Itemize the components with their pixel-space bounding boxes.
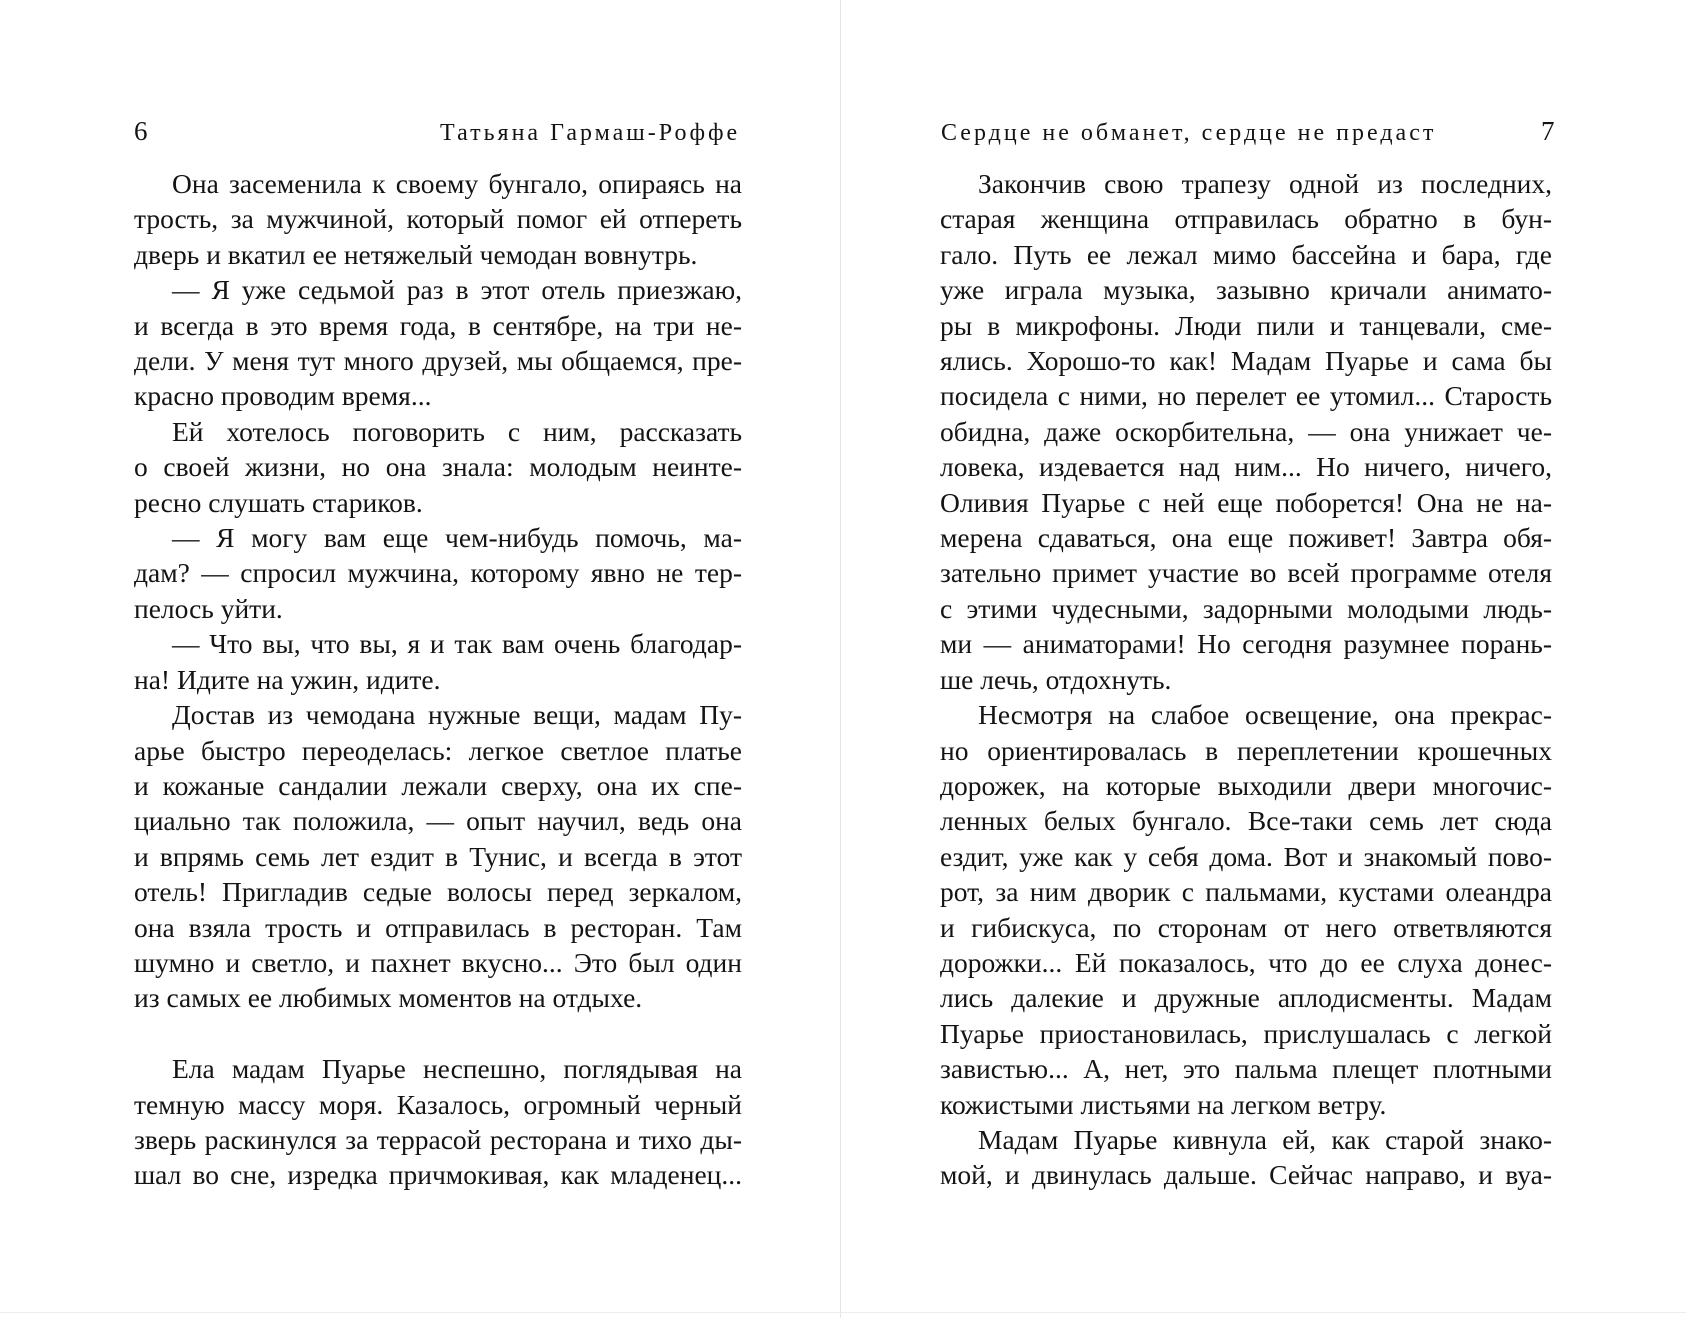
text-line: арье быстро переоделась: легкое светлое платье [134, 734, 742, 766]
text-line: из самых ее любимых моментов на отдыхе. [134, 982, 643, 1014]
text-line: красно проводим время... [134, 380, 432, 412]
text-line: дверь и вкатил ее нетяжелый чемодан вовнутрь. [134, 238, 698, 270]
text-line: ры в микрофоны. Люди пили и танцевали, сме- [940, 309, 1552, 341]
text-line: ше лечь, отдохнуть. [940, 663, 1172, 695]
text-line: зательно примет участие во всей программе отеля [940, 557, 1552, 589]
text-line: ленных белых бунгало. Все-таки семь лет сюда [940, 805, 1552, 837]
text-line: с этими чудесными, задорными молодыми людь- [940, 592, 1552, 624]
text-line: на! Идите на ужин, идите. [134, 663, 441, 695]
text-line: Мадам Пуарье кивнула ей, как старой знако- [978, 1123, 1552, 1155]
text-line: — Что вы, что вы, я и так вам очень благодар- [172, 628, 742, 660]
text-line: рот, за ним дворик с пальмами, кустами олеандра [940, 876, 1552, 908]
text-line: Достав из чемодана нужные вещи, мадам Пу- [172, 699, 742, 731]
text-line: о своей жизни, но она знала: молодым неинте- [134, 451, 742, 483]
text-line: — Я уже седьмой раз в этот отель приезжаю, [172, 274, 742, 306]
scan-bottom-edge [0, 1312, 1686, 1313]
right-page-number: 7 [1541, 116, 1555, 146]
text-line: она взяла трость и отправилась в ресторан. Там [134, 911, 742, 943]
text-line: ялись. Хорошо-то как! Мадам Пуарье и сама бы [940, 345, 1552, 377]
text-line: завистью... А, нет, это пальма плещет плотными [940, 1053, 1552, 1085]
text-line: ловека, издевается над ним... Но ничего, ничего, [940, 451, 1552, 483]
text-line: дам? — спросил мужчина, которому явно не тер- [134, 557, 742, 589]
left-page [0, 0, 840, 1318]
text-line: уже играла музыка, зазывно кричали анимато- [940, 274, 1552, 306]
text-line: мерена сдаваться, она еще поживет! Завтра обя- [940, 522, 1552, 554]
text-line: зверь раскинулся за террасой ресторана и тихо ды- [134, 1123, 742, 1155]
text-line: отель! Пригладив седые волосы перед зеркалом, [134, 876, 742, 908]
text-line: Оливия Пуарье с ней еще поборется! Она не на- [940, 486, 1552, 518]
text-line: Ей хотелось поговорить с ним, рассказать [172, 415, 742, 447]
text-line: и всегда в это время года, в сентябре, на три не- [134, 309, 742, 341]
text-line: Несмотря на слабое освещение, она прекрас- [978, 699, 1552, 731]
left-running-head: Татьяна Гармаш-Роффе [440, 120, 741, 146]
text-line: лись далекие и дружные аплодисменты. Мадам [940, 982, 1552, 1014]
right-body-text [940, 166, 1552, 1193]
text-line: и впрямь семь лет ездит в Тунис, и всегда в этот [134, 840, 742, 872]
text-line: мой, и двинулась дальше. Сейчас направо, и вуа- [940, 1159, 1552, 1191]
text-line: и кожаные сандалии лежали сверху, она их спе- [134, 769, 742, 801]
text-line: Пуарье приостановилась, прислушалась с легкой [940, 1017, 1552, 1049]
text-line: дели. У меня тут много друзей, мы общаемся, пре- [134, 345, 742, 377]
text-line: кожистыми листьями на легком ветру. [940, 1088, 1387, 1120]
text-line: темную массу моря. Казалось, огромный черный [134, 1088, 742, 1120]
text-line: трость, за мужчиной, который помог ей отпереть [134, 203, 742, 235]
text-line: шал во сне, изредка причмокивая, как младенец... [134, 1159, 742, 1191]
text-line: Закончив свою трапезу одной из последних, [978, 168, 1552, 199]
text-line: старая женщина отправилась обратно в бун- [940, 203, 1552, 235]
text-line: обидна, даже оскорбительна, — она унижает че- [940, 415, 1552, 447]
text-line: ресно слушать стариков. [134, 486, 423, 518]
left-body-text [134, 166, 742, 1193]
text-line: ездит, уже как у себя дома. Вот и знакомый пово- [940, 840, 1552, 872]
text-line: пелось уйти. [134, 592, 283, 624]
text-line: дорожки... Ей показалось, что до ее слуха донес- [940, 946, 1552, 978]
text-line: и гибискуса, по сторонам от него ответвляются [940, 911, 1552, 943]
text-line: циально так положила, — опыт научил, ведь она [134, 805, 742, 837]
text-line: Она засеменила к своему бунгало, опираясь на [172, 168, 742, 199]
right-running-head: Сердце не обманет, сердце не предаст [941, 120, 1437, 146]
text-line: посидела с ними, но перелет ее утомил... Старость [940, 380, 1552, 412]
text-line: Ела мадам Пуарье неспешно, поглядывая на [172, 1053, 742, 1085]
text-line: ми — аниматорами! Но сегодня разумнее порань- [940, 628, 1552, 660]
text-line: гало. Путь ее лежал мимо бассейна и бара, где [940, 238, 1552, 270]
text-line: дорожек, на которые выходили двери многочис- [940, 769, 1552, 801]
text-line: шумно и светло, и пахнет вкусно... Это был один [134, 946, 742, 978]
text-line: но ориентировалась в переплетении крошечных [940, 734, 1552, 766]
text-line: — Я могу вам еще чем-нибудь помочь, ма- [172, 522, 742, 554]
text-line [134, 1016, 742, 1051]
left-page-number: 6 [134, 116, 148, 146]
